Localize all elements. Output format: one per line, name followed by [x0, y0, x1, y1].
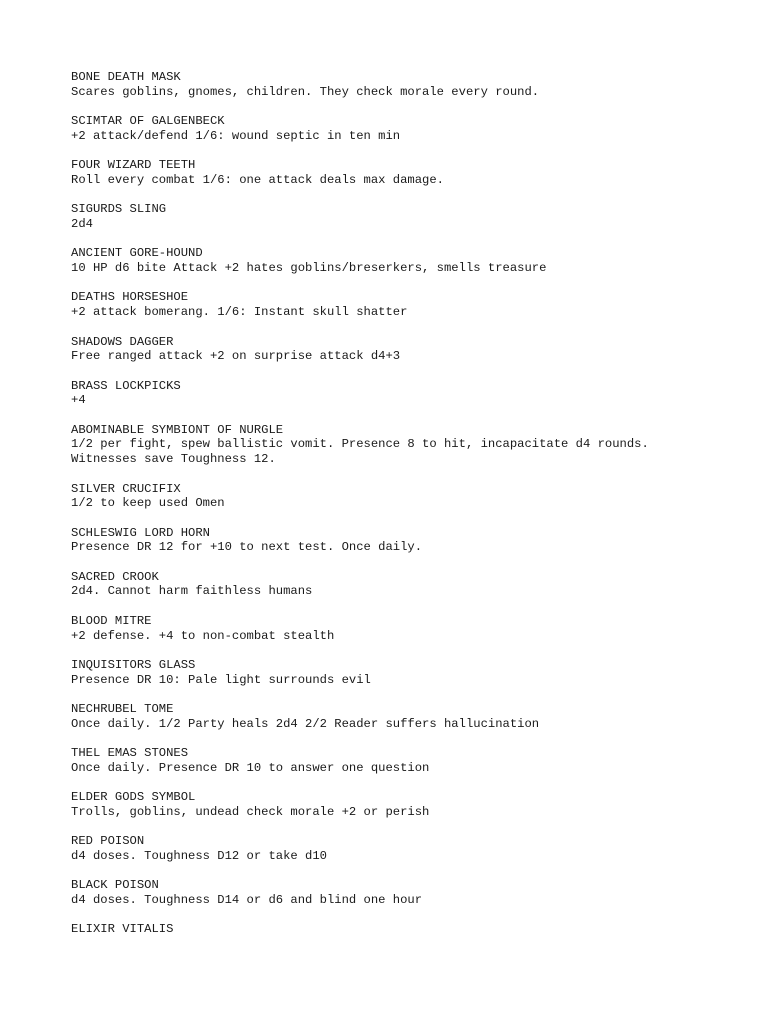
item-description: +4	[71, 393, 86, 408]
item-description: Trolls, goblins, undead check morale +2 or perish	[71, 804, 430, 819]
item-entry	[71, 790, 751, 819]
item-name: DEATHS HORSESHOE	[71, 290, 189, 305]
item-name: BLACK POISON	[71, 878, 159, 893]
item-description: Free ranged attack +2 on surprise attack d4+3	[71, 349, 401, 364]
item-entry	[71, 335, 751, 364]
item-entry	[71, 202, 751, 231]
item-description: 2d4. Cannot harm faithless humans	[71, 584, 313, 599]
item-name: BLOOD MITRE	[71, 613, 152, 628]
item-name: BONE DEATH MASK	[71, 70, 181, 84]
item-entry	[71, 70, 751, 99]
item-name: ANCIENT GORE-HOUND	[71, 246, 203, 261]
item-name: SHADOWS DAGGER	[71, 334, 174, 349]
item-name: NECHRUBEL TOME	[71, 702, 174, 717]
item-description: Presence DR 12 for +10 to next test. Once daily.	[71, 540, 423, 555]
item-entry	[71, 423, 751, 467]
item-description: Scares goblins, gnomes, children. They check morale every round.	[71, 84, 540, 99]
item-name: SACRED CROOK	[71, 569, 159, 584]
item-description: Once daily. Presence DR 10 to answer one question	[71, 760, 430, 775]
item-entry	[71, 834, 751, 863]
item-name: ELIXIR VITALIS	[71, 922, 174, 937]
item-entry	[71, 570, 751, 599]
item-entry	[71, 878, 751, 907]
item-description: +2 defense. +4 to non-combat stealth	[71, 628, 335, 643]
item-entry	[71, 526, 751, 555]
document-body	[71, 70, 751, 952]
item-entry	[71, 746, 751, 775]
item-entry	[71, 614, 751, 643]
item-name: RED POISON	[71, 834, 145, 849]
item-entry	[71, 922, 751, 937]
item-name: ABOMINABLE SYMBIONT OF NURGLE	[71, 422, 284, 437]
item-description: Presence DR 10: Pale light surrounds evil	[71, 672, 371, 687]
item-name: BRASS LOCKPICKS	[71, 378, 181, 393]
item-description: d4 doses. Toughness D12 or take d10	[71, 849, 327, 863]
item-name: SIGURDS SLING	[71, 202, 167, 217]
item-name: ELDER GODS SYMBOL	[71, 790, 196, 805]
item-name: SCHLESWIG LORD HORN	[71, 525, 210, 540]
item-entry	[71, 379, 751, 408]
item-name: SCIMTAR OF GALGENBECK	[71, 114, 225, 129]
item-name: THEL EMAS STONES	[71, 746, 189, 761]
item-description: 10 HP d6 bite Attack +2 hates goblins/breserkers, smells treasure	[71, 261, 547, 276]
item-entry	[71, 114, 751, 143]
item-entry	[71, 290, 751, 319]
item-description: Roll every combat 1/6: one attack deals max damage.	[71, 172, 444, 187]
item-entry	[71, 702, 751, 731]
item-name: INQUISITORS GLASS	[71, 657, 196, 672]
item-description: 2d4	[71, 216, 93, 231]
item-name: SILVER CRUCIFIX	[71, 481, 181, 496]
item-name: FOUR WIZARD TEETH	[71, 158, 196, 173]
item-description: +2 attack/defend 1/6: wound septic in ten min	[71, 128, 401, 143]
item-description: +2 attack bomerang. 1/6: Instant skull shatter	[71, 305, 408, 320]
item-entry	[71, 482, 751, 511]
item-description: Once daily. 1/2 Party heals 2d4 2/2 Reader suffers hallucination	[71, 716, 540, 731]
item-entry	[71, 658, 751, 687]
item-description: 1/2 per fight, spew ballistic vomit. Presence 8 to hit, incapacitate d4 rounds.	[71, 437, 649, 452]
item-entry	[71, 158, 751, 187]
item-description: Witnesses save Toughness 12.	[71, 452, 276, 467]
item-entry	[71, 246, 751, 275]
item-description: 1/2 to keep used Omen	[71, 496, 225, 511]
item-description: d4 doses. Toughness D14 or d6 and blind one hour	[71, 893, 423, 908]
